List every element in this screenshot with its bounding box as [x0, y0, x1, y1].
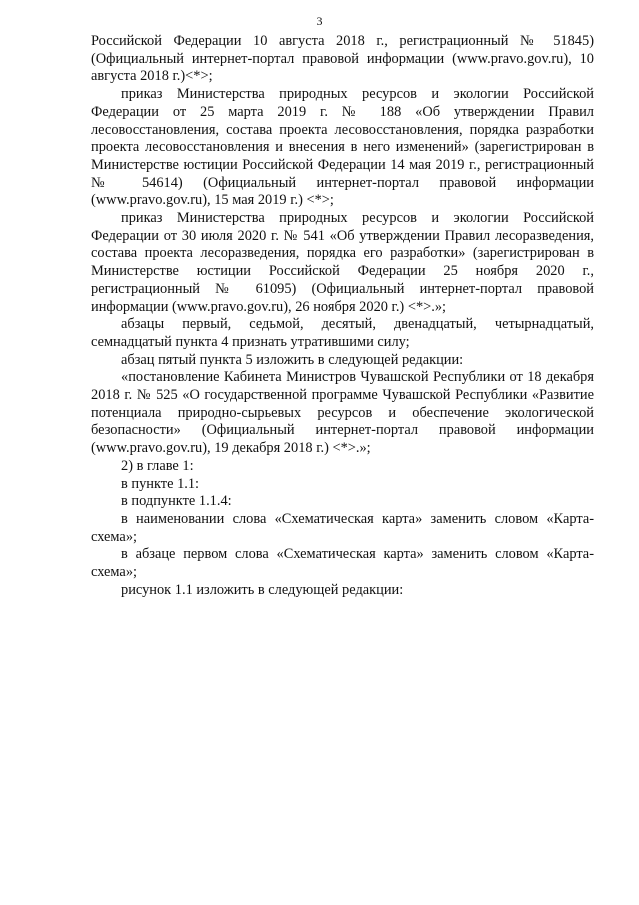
paragraph-point-1-1: в пункте 1.1:	[121, 475, 200, 492]
paragraph-first-paragraph-replacement: в абзаце первом слова «Схематическая карта» заменить словом «Карта-схема»;	[91, 546, 594, 581]
paragraph-invalidate-clauses: абзацы первый, седьмой, десятый, двенадцатый, четырнадцатый, семнадцатый пункта 4 признать утратившими силу;	[91, 316, 594, 350]
document-body	[91, 33, 594, 600]
paragraph-order-188: приказ Министерства природных ресурсов и экологии Российской Федерации от 25 марта 2019 г. № 188 «Об утверждении Правил лесовосстановления, состава проекта лесовосстановления, порядка разработки проекта лесовосстановления и внесения в него изменений» (зарегистрирован в Министерстве юстиции Российской Федерации 14 мая 2019 г., регистрационный № 54614) (Официальный интернет-портал правовой информации (www.pravo.gov.ru), 15 мая 2019 г.) <*>;	[91, 86, 594, 209]
paragraph-chapter-1: 2) в главе 1:	[121, 457, 194, 474]
paragraph-title-replacement: в наименовании слова «Схематическая карта» заменить словом «Карта-схема»;	[91, 510, 594, 545]
paragraph-subpoint-1-1-4: в подпункте 1.1.4:	[121, 493, 232, 510]
paragraph-figure-1-1: рисунок 1.1 изложить в следующей редакции:	[121, 581, 404, 598]
paragraph-clause-5-intro: абзац пятый пункта 5 изложить в следующей редакции:	[121, 351, 464, 368]
paragraph-resolution-525: «постановление Кабинета Министров Чувашской Республики от 18 декабря 2018 г. № 525 «О государственной программе Чувашской Республики «Развитие потенциала природно-сырьевых ресурсов и обеспечение экологической безопасности» (Официальный интернет-портал правовой информации (www.pravo.gov.ru), 19 декабря 2018 г.) <*>.»;	[91, 369, 594, 457]
paragraph-continuation: Российской Федерации 10 августа 2018 г., регистрационный № 51845) (Официальный интернет-портал правовой информации (www.pravo.gov.ru), 10 августа 2018 г.)<*>;	[91, 33, 594, 85]
paragraph-order-541: приказ Министерства природных ресурсов и экологии Российской Федерации от 30 июля 2020 г. № 541 «Об утверждении Правил лесоразведения, состава проекта лесоразведения, порядка его разработки» (зарегистрирован в Министерстве юстиции Российской Федерации 25 ноября 2020 г., регистрационный № 61095) (Официальный интернет-портал правовой информации (www.pravo.gov.ru), 26 ноября 2020 г.) <*>.»;	[91, 210, 594, 315]
page-number: 3	[316, 14, 323, 28]
